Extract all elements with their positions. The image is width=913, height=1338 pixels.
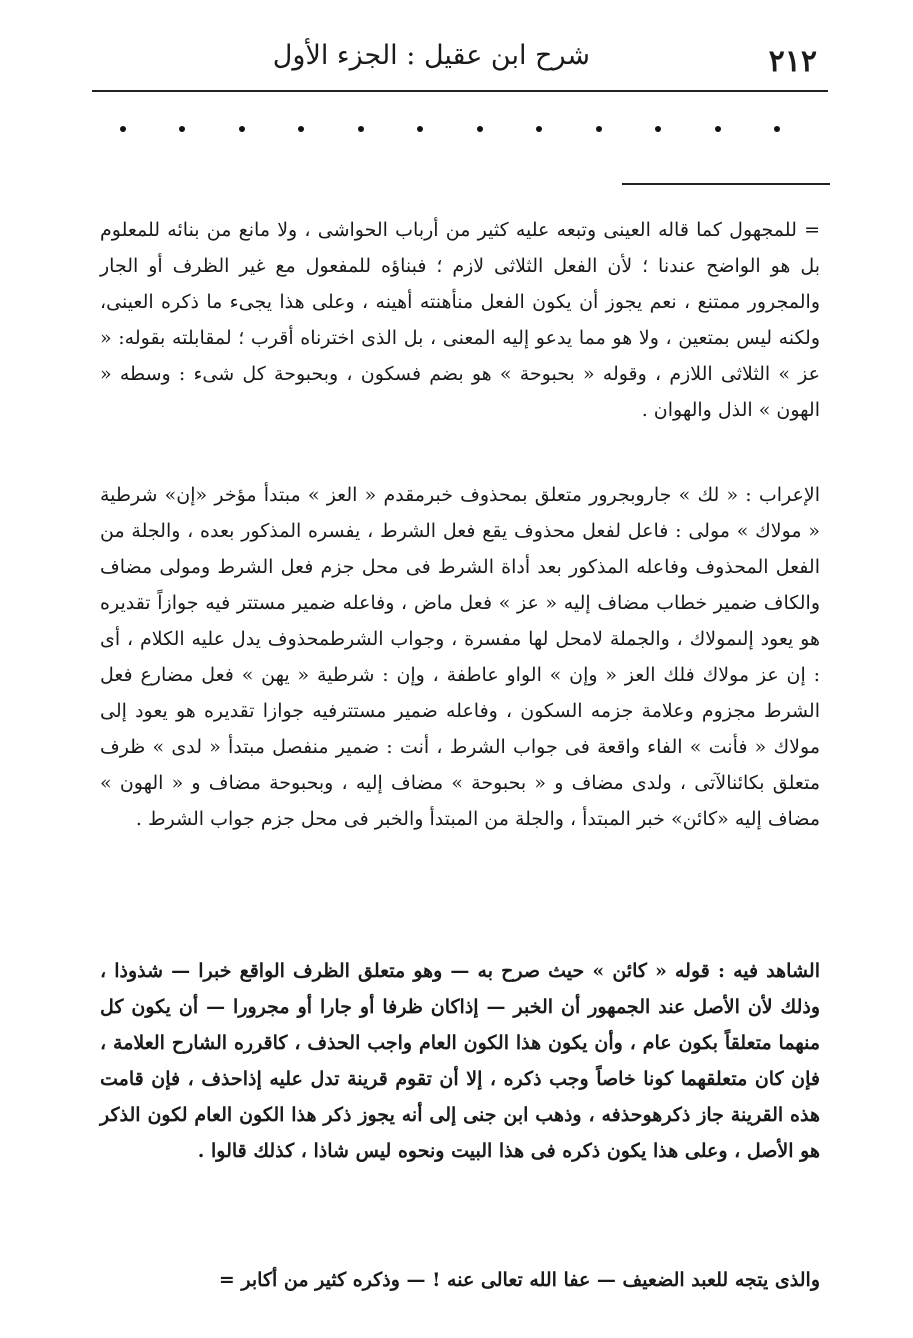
footnote-separator — [622, 183, 830, 185]
commentary-paragraph: = للمجهول كما قاله العينى وتبعه عليه كثير من أرباب الحواشى ، ولا مانع من بنائه للمعلوم بل هو الواضح عندنا ؛ لأن الفعل الثلاثى لازم ؛ فبناؤه للمفعول مع غير الظرف أو الجار والمجرور ممتنع ، نعم يجوز أن يكون الفعل منأهنته أهينه ، وعلى هذا يجىء ما ذكره العينى، ولكنه ليس بمتعين ، ولا هو مما يدعو إليه المعنى ، بل الذى اخترناه أقرب ؛ لمقابلته بقوله: « عز » الثلاثى اللازم ، وقوله « بحبوحة » هو بضم فسكون ، وبحبوحة كل شىء : وسطه « الهون » الذل والهوان . — [100, 219, 820, 421]
ellipsis-dot — [120, 126, 126, 132]
ellipsis-dot — [655, 126, 661, 132]
header-rule — [92, 90, 828, 92]
ellipsis-dot — [536, 126, 542, 132]
ellipsis-dot — [417, 126, 423, 132]
ellipsis-dot — [774, 126, 780, 132]
ellipsis-dot — [239, 126, 245, 132]
ellipsis-dot — [358, 126, 364, 132]
footnote-evidence — [100, 953, 820, 1169]
grammar-paragraph: الإعراب : « لك » جاروبجرور متعلق بمحذوف خبرمقدم « العز » مبتدأ مؤخر «إن» شرطية « مولاك » مولى : فاعل لفعل محذوف يقع فعل الشرط ، يفسره المذكور بعده ، والجلة من الفعل المحذوف وفاعله المذكور بعد أداة الشرط فى محل جزم فعل الشرط ومولى مضاف والكاف ضمير خطاب مضاف إليه « عز » فعل ماض ، وفاعله ضمير مستتر فيه جوازاً تقديره هو يعود إلىمولاك ، والجملة لامحل لها مفسرة ، وجواب الشرطمحذوف يدل عليه الكلام ، أى : إن عز مولاك فلك العز « وإن » الواو عاطفة ، وإن : شرطية « يهن » فعل مضارع فعل الشرط مجزوم وعلامة جزمه السكون ، وفاعله ضمير مستترفيه جوازا تقديره هو يعود إلى مولاك « فأنت » الفاء واقعة فى جواب الشرط ، أنت : ضمير منفصل مبتدأ « لدى » ظرف متعلق بكائنالآتى ، ولدى مضاف و « بحبوحة » مضاف إليه ، وبحبوحة مضاف و « الهون » مضاف إليه «كائن» خبر المبتدأ ، والجلة من المبتدأ والخبر فى محل جزم جواب الشرط . — [100, 484, 820, 830]
ellipsis-dot — [477, 126, 483, 132]
ellipsis-dot — [179, 126, 185, 132]
running-title: شرح ابن عقيل : الجزء الأول — [272, 40, 590, 71]
footnote-grammar — [100, 477, 820, 837]
evidence-paragraph: الشاهد فيه : قوله « كائن » حيث صرح به — وهو متعلق الظرف الواقع خبرا — شذوذا ، وذلك لأن الأصل عند الجمهور أن الخبر — إذاكان ظرفا أو جارا أو مجرورا — أن يكون كل منهما متعلقاً بكون عام ، وأن يكون هذا الكون العام واجب الحذف ، كاقرره الشارح العلامة ، فإن كان متعلقهما كونا خاصاً وجب ذكره ، إلا أن تقوم قرينة تدل عليه إذاحذف ، فإن قامت هذه القرينة جاز ذكرهوحذفه ، وذهب ابن جنى إلى أنه يجوز ذكر هذا الكون العام لكون الذكر هو الأصل ، وعلى هذا يكون ذكره فى هذا البيت ونحوه ليس شاذا ، كذلك قالوا . — [100, 960, 820, 1162]
footnote-closing — [100, 1262, 820, 1298]
page-header — [90, 38, 825, 84]
page-number: ٢١٢ — [768, 44, 817, 79]
ellipsis-dot — [596, 126, 602, 132]
ellipsis-dots-row — [120, 126, 780, 132]
ellipsis-dot — [298, 126, 304, 132]
ellipsis-dot — [715, 126, 721, 132]
closing-paragraph: والذى يتجه للعبد الضعيف — عفا الله تعالى عنه ! — وذكره كثير من أكابر = — [218, 1269, 820, 1291]
footnote-commentary — [100, 212, 820, 428]
